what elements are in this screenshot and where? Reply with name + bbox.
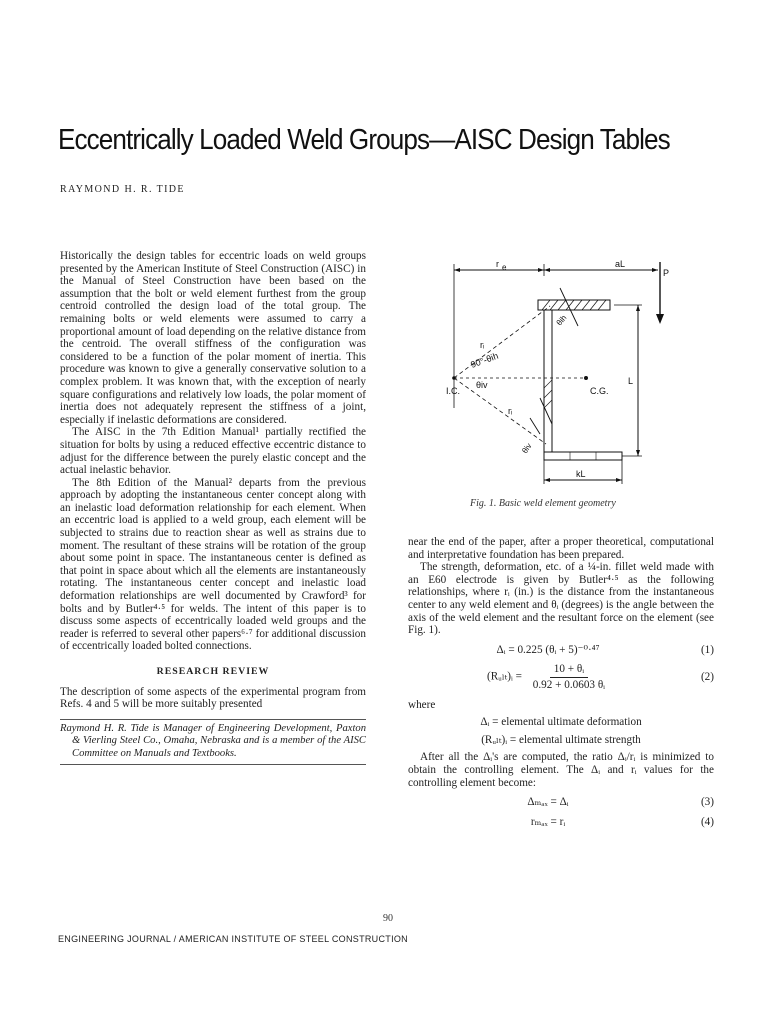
equation-4-number: (4) (700, 815, 714, 828)
equation-1-body: Δᵢ = 0.225 (θᵢ + 5)⁻⁰·⁴⁷ (496, 643, 600, 656)
author-footnote: Raymond H. R. Tide is Manager of Engineering Development, Paxton & Vierling Steel Co., Omaha, Nebraska and is a member of the AISC Committee on Manuals and Textbooks. (60, 722, 366, 759)
definition-strength: (Rᵤₗₜ)ᵢ = elemental ultimate strength (481, 733, 641, 746)
equation-4-body: rₘₐₓ = rᵢ (530, 815, 566, 828)
equation-2-numerator: 10 + θᵢ (550, 663, 588, 678)
label-re: r (496, 259, 499, 269)
label-p: P (663, 268, 670, 278)
where-word: where (408, 698, 436, 711)
equation-4 (408, 816, 714, 829)
label-centroid: C.G. (590, 386, 609, 396)
label-re-sub: e (502, 263, 507, 272)
figure-caption: Fig. 1. Basic weld element geometry (470, 498, 616, 509)
equation-3-body: Δₘₐₓ = Δᵢ (527, 796, 569, 809)
equation-2-fraction (529, 663, 609, 691)
equation-2-number: (2) (700, 671, 714, 684)
label-kl: kL (576, 469, 586, 479)
paragraph-continuation: near the end of the paper, after a proper theoretical, computational and interpretative foundation has been prepared. (408, 536, 714, 561)
paragraph-controlling-element: After all the Δᵢ's are computed, the ratio Δᵢ/rᵢ is minimized to obtain the controlling element. The Δᵢ and rᵢ values for the controlling element become: (408, 751, 714, 789)
equation-1-number: (1) (700, 643, 714, 656)
equation-3-number: (3) (700, 796, 714, 809)
equation-2-lhs: (Rᵤₗₜ)ᵢ = (486, 671, 522, 684)
author-name: RAYMOND H. R. TIDE (60, 184, 185, 195)
label-l: L (628, 376, 634, 386)
equation-2 (408, 663, 714, 691)
equation-2-body (408, 663, 688, 691)
label-al: aL (615, 259, 626, 269)
section-heading-research-review: RESEARCH REVIEW (156, 666, 270, 677)
paragraph-butler-relationships: The strength, deformation, etc. of a ¼-in. fillet weld made with an E60 electrode is given by Butler⁴·⁵ as the following relationships, where rᵢ (in.) is the distance from the instantaneous center to any weld element and θᵢ (degrees) is the angle between the axis of the weld element and the resultant force on the element (see Fig. 1). (408, 561, 714, 637)
label-ri-upper: rᵢ (480, 340, 485, 350)
paragraph-intro: Historically the design tables for eccentric loads on weld groups presented by the American Institute of Steel Construction (AISC) in the Manual of Steel Construction have been based on the assumption that the bolt or weld element furthest from the group centroid controlled the design load of the total group. The remaining bolts or weld elements were assumed to carry a proportional amount of load depending on the relative distance from the centroid. The overall stiffness of the configuration was considered to be a function of the polar moment of inertia. This procedure was known to give a generally conservative solution to a complex problem. It was known that, with the exception of nearly square configurations and relatively low loads, the polar moment of inertia does not adequately represent the stiffness of a joint, especially if inelastic deformations are considered. (60, 250, 367, 426)
equation-3 (408, 796, 714, 809)
paragraph-8th-edition: The 8th Edition of the Manual² departs from the previous approach by adopting the instantaneous center concept along with an inelastic load deformation relationship for each element. When an eccentric load is applied to a weld group, each element will be subjected to strains due to reaction shear as well as strains due to moment. The resultant of these strains will be rotation of the group about some point in space. The instantaneous center is defined as that point in space about which all the elements are instantaneously rotating. The instantaneous center concept and inelastic load deformation relationships are well documented by Crawford³ for bolts and by Butler⁴·⁵ for welds. The intent of this paper is to discuss some aspects of eccentrically loaded weld groups and the reader is referred to several other papers⁶·⁷ for additional discussion of eccentrically loaded bolted connections. (60, 476, 366, 653)
equation-2-denominator: 0.92 + 0.0603 θᵢ (532, 678, 606, 691)
paragraph-research: The description of some aspects of the experimental program from Refs. 4 and 5 will be more suitably presented (60, 685, 366, 711)
label-angle-theta-ih: θih (554, 313, 569, 328)
label-ri-lower: rᵢ (508, 406, 513, 416)
figure-drawing (400, 248, 730, 506)
journal-footer: ENGINEERING JOURNAL / AMERICAN INSTITUTE OF STEEL CONSTRUCTION (58, 934, 408, 944)
weld-geometry-figure (400, 248, 730, 506)
definition-deformation: Δᵢ = elemental ultimate deformation (480, 716, 642, 729)
label-instantaneous-center: I.C. (446, 386, 461, 396)
paper-title: Eccentrically Loaded Weld Groups—AISC Design Tables (58, 124, 670, 156)
paragraph-7th-edition: The AISC in the 7th Edition Manual¹ partially rectified the situation for bolts by using a reduced effective eccentric distance to adjust for the difference between the purely elastic concept and the actual inelastic behavior. (60, 426, 366, 477)
footnote-rule-top (60, 719, 366, 720)
label-angle-theta-iv-top: θiv (476, 380, 488, 390)
label-angle-theta-iv-bottom: θiv (520, 441, 534, 456)
label-angle-90-minus-theta-ih: 90°-θih (469, 350, 500, 370)
right-column (408, 536, 714, 835)
left-column (60, 250, 366, 765)
equation-1 (408, 644, 714, 657)
footnote-rule-bottom (60, 764, 366, 765)
page-number: 90 (383, 913, 393, 924)
